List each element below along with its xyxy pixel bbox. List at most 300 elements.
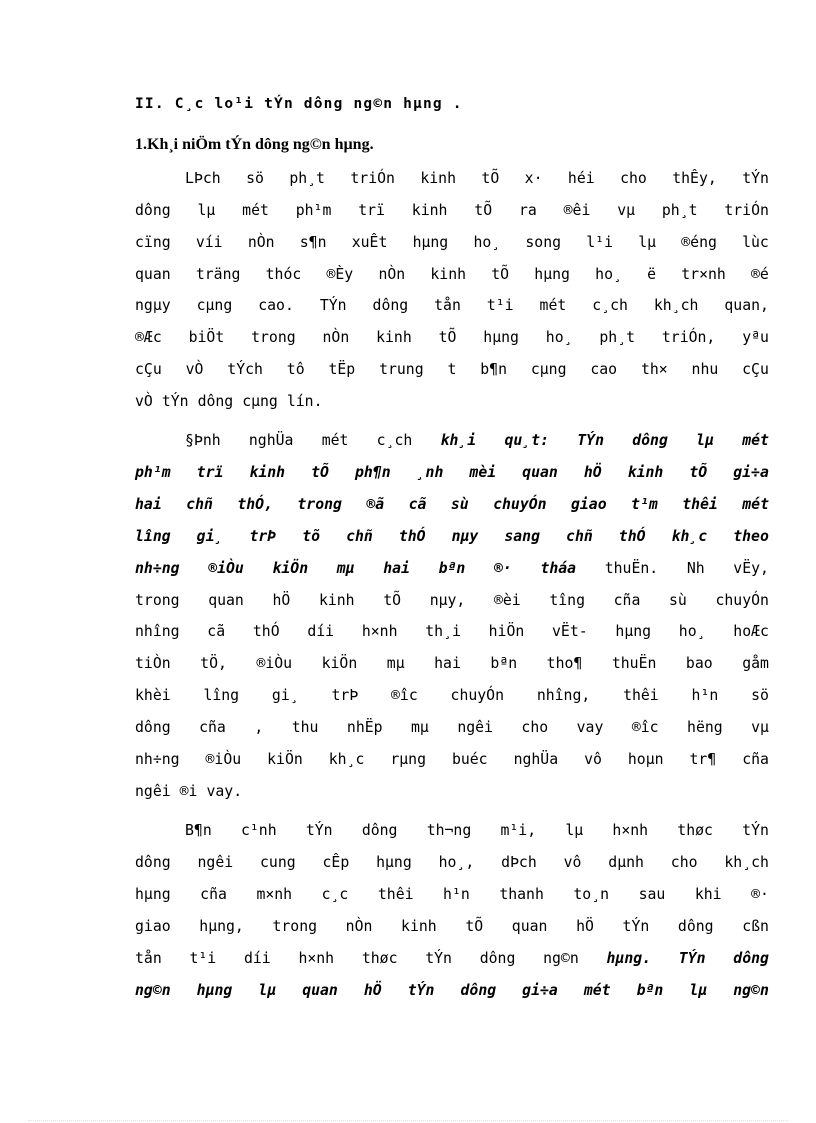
word: §Þnh: [185, 432, 221, 449]
word: ®îc: [391, 687, 418, 704]
word: quan,: [724, 297, 769, 314]
word: cã: [207, 623, 226, 640]
word: mét: [539, 297, 567, 314]
word: tÝn: [742, 170, 769, 187]
word: sang: [504, 528, 540, 545]
word: tÝn: [622, 918, 650, 935]
word: hai: [383, 560, 410, 577]
word: gåm: [742, 655, 769, 672]
word: yªu: [742, 329, 769, 346]
word: lµ: [565, 822, 584, 839]
word: sö: [246, 170, 264, 187]
word: ph¸t: [599, 329, 636, 346]
word: gi¸: [196, 528, 224, 545]
word: h×nh: [298, 950, 335, 967]
word: thøc: [677, 822, 713, 839]
word: trï: [196, 464, 224, 481]
word: kinh: [401, 918, 437, 935]
word: cña: [199, 719, 226, 736]
word: ®êi: [563, 202, 591, 219]
word: to¸n: [573, 886, 610, 903]
word: tÕ: [474, 202, 493, 219]
word: cµng: [196, 297, 233, 314]
word: ng©n: [135, 982, 171, 999]
word: h¹n: [443, 886, 470, 903]
word: dông: [479, 950, 516, 967]
word: víi: [195, 234, 223, 251]
word: cña: [200, 886, 227, 903]
word: thêi: [377, 886, 414, 903]
word: kh¸ch: [653, 297, 699, 314]
word: ®îc: [631, 719, 659, 736]
word: tån: [135, 950, 162, 967]
text-line: [135, 719, 769, 743]
word: chñ: [566, 528, 593, 545]
word: cña: [742, 751, 769, 768]
word: s¶n: [299, 234, 327, 251]
word: Nh: [686, 560, 705, 577]
word: khèi: [135, 687, 171, 704]
word: tÝn: [742, 822, 769, 839]
word: kiÖn: [267, 751, 303, 768]
word: cßn: [742, 918, 769, 935]
word: vËy,: [733, 560, 769, 577]
word: ®·: [751, 886, 769, 903]
text-line: [135, 783, 769, 807]
word: nÒn: [345, 918, 373, 935]
word: tÕ: [438, 329, 457, 346]
word: b¶n: [480, 361, 507, 378]
word: thÓ: [618, 528, 646, 545]
word: dông: [677, 918, 714, 935]
text-line: [135, 464, 769, 488]
word: dông: [197, 393, 234, 410]
word: triÓn: [724, 202, 769, 219]
word: song: [525, 234, 562, 251]
word: dông: [135, 719, 171, 736]
word: lîng: [135, 528, 171, 545]
word: ®i: [179, 783, 198, 800]
text-line: [135, 854, 769, 878]
word: cao.: [258, 297, 294, 314]
word: vô: [563, 854, 582, 871]
word: nµy: [451, 528, 479, 545]
word: hÖ: [576, 918, 594, 935]
word: trung: [379, 361, 424, 378]
word: thu: [291, 719, 319, 736]
word: nÒn: [247, 234, 275, 251]
word: vay.: [206, 783, 243, 800]
word: ë: [647, 266, 657, 283]
word: hµng: [376, 854, 412, 871]
word: dông: [372, 297, 409, 314]
word: cÇu: [742, 361, 769, 378]
word: vÒ: [185, 361, 204, 378]
word: dµnh: [608, 854, 644, 871]
text-line: [135, 496, 769, 520]
word: kinh: [411, 202, 448, 219]
word: qu¸t:: [504, 432, 549, 449]
word: vµ: [751, 719, 769, 736]
word: tr×nh: [681, 266, 726, 283]
word: kinh: [376, 329, 412, 346]
word: ng©n: [543, 950, 579, 967]
word: lµ: [638, 234, 657, 251]
text-line: [135, 655, 769, 679]
word: hÖ: [272, 592, 291, 609]
word: tån: [434, 297, 461, 314]
word: trong: [135, 592, 180, 609]
text-line: [135, 361, 769, 385]
word: tÝn: [407, 982, 435, 999]
word: hµng: [196, 982, 233, 999]
word: mµ: [386, 655, 405, 672]
word: tô: [286, 361, 305, 378]
word: l¹i: [586, 234, 613, 251]
text-line: [135, 528, 769, 552]
word: dông: [135, 202, 171, 219]
word: mét: [742, 496, 769, 513]
word: giao: [570, 496, 607, 513]
text-line: [135, 560, 769, 584]
text-line: [135, 202, 769, 226]
word: kiÖn: [321, 655, 358, 672]
word: ph¸t: [661, 202, 698, 219]
word: TÝn: [678, 950, 706, 967]
text-line: [135, 982, 769, 1006]
word: thuËn.: [604, 560, 659, 577]
word: thêi: [623, 687, 659, 704]
word: ®iÒu: [205, 751, 242, 768]
word: trÞ: [249, 528, 277, 545]
word: träng: [195, 266, 241, 283]
word: vay: [576, 719, 604, 736]
word: kinh: [430, 266, 467, 283]
word: nµy,: [429, 592, 466, 609]
word: mµ: [336, 560, 355, 577]
word: ngêi: [135, 783, 171, 800]
word: hai: [434, 655, 461, 672]
word: tháa: [540, 560, 577, 577]
word: vÒ: [135, 393, 153, 410]
text-line: [185, 432, 769, 456]
word: ph¹m: [295, 202, 332, 219]
text-line: [135, 687, 769, 711]
word: mét: [321, 432, 349, 449]
word: tÝn: [425, 950, 452, 967]
word: ngêi: [457, 719, 493, 736]
word: dông: [135, 854, 171, 871]
word: tÝn: [161, 393, 189, 410]
word: cao: [590, 361, 618, 378]
word: hiÖn: [488, 623, 525, 640]
word: trong: [251, 329, 296, 346]
word: trong: [272, 918, 318, 935]
word: vô: [584, 751, 602, 768]
word: bao: [685, 655, 713, 672]
word: ph¶n: [354, 464, 391, 481]
word: TÝn: [577, 432, 604, 449]
section-heading: II. C¸c lo¹i tÝn dông ng©n hµng .: [135, 96, 463, 112]
word: dông: [361, 822, 398, 839]
word: hÖ: [583, 464, 602, 481]
word: B¶n: [185, 822, 212, 839]
word: tÕ: [491, 266, 510, 283]
word: hµng.: [606, 950, 652, 967]
word: nhu: [691, 361, 719, 378]
word: dông: [733, 950, 769, 967]
word: sö: [751, 687, 769, 704]
word: tÕ: [689, 464, 708, 481]
word: m×nh: [256, 886, 293, 903]
word: héi: [567, 170, 595, 187]
word: quan: [511, 918, 548, 935]
word: tõ: [302, 528, 321, 545]
word: sau: [638, 886, 666, 903]
word: rµng: [390, 751, 426, 768]
word: sù: [669, 592, 687, 609]
word: th¬ng: [426, 822, 472, 839]
text-line: [135, 623, 769, 647]
word: cã: [408, 496, 427, 513]
word: ¸nh: [416, 464, 444, 481]
word: lµ: [258, 982, 277, 999]
word: nghÜa: [513, 751, 559, 768]
word: ngµy: [135, 297, 171, 314]
word: lµ: [696, 432, 714, 449]
word: h¹n: [691, 687, 719, 704]
word: thÓ: [252, 623, 280, 640]
word: tÕ: [383, 592, 402, 609]
word: th×: [640, 361, 668, 378]
word: trÞ: [331, 687, 359, 704]
word: nhËp: [346, 719, 383, 736]
word: ®iÒu: [256, 655, 293, 672]
word: kinh: [627, 464, 664, 481]
word: thÊy,: [672, 170, 717, 187]
word: sù: [450, 496, 469, 513]
word: t¹i: [486, 297, 514, 314]
word: trï: [358, 202, 385, 219]
word: c¸ch: [376, 432, 413, 449]
text-line: [135, 393, 769, 417]
word: nh÷ng: [135, 560, 180, 577]
word: t¹m: [631, 496, 658, 513]
word: ®·: [493, 560, 512, 577]
word: nhîng,: [536, 687, 591, 704]
word: chuyÓn: [715, 592, 769, 609]
word: TÝn: [319, 297, 347, 314]
word: kh¸i: [440, 432, 477, 449]
word: cÊp: [322, 854, 350, 871]
word: quan: [208, 592, 244, 609]
word: kiÖn: [272, 560, 309, 577]
word: quan: [522, 464, 558, 481]
word: t: [447, 361, 457, 378]
word: chñ: [346, 528, 373, 545]
word: ho¸: [678, 623, 706, 640]
text-line: [135, 234, 769, 258]
text-line: [135, 266, 769, 290]
word: thÓ: [398, 528, 426, 545]
word: biÖt: [188, 329, 225, 346]
text-line: [135, 918, 769, 942]
word: lµ: [689, 982, 708, 999]
page-bottom-border: [28, 1120, 788, 1121]
word: mét: [242, 202, 269, 219]
word: thÓ,: [237, 496, 273, 513]
word: dông: [460, 982, 497, 999]
word: dông: [632, 432, 668, 449]
word: cµng: [242, 393, 278, 410]
word: tîng: [549, 592, 585, 609]
word: kh¸c: [671, 528, 708, 545]
word: lín.: [286, 393, 323, 410]
word: kh¸ch: [724, 854, 769, 871]
word: kh¸c: [328, 751, 365, 768]
word: hµng: [135, 886, 171, 903]
word: c¸ch: [592, 297, 628, 314]
word: ngêi: [197, 854, 234, 871]
word: cho: [620, 170, 647, 187]
word: ho¸,: [438, 854, 475, 871]
word: tÕ: [311, 464, 329, 481]
word: cho: [670, 854, 698, 871]
word: tr¶: [689, 751, 717, 768]
word: nh÷ng: [135, 751, 180, 768]
section-subheading: 1.Kh¸i niÖm tÝn dông ng©n hµng.: [135, 136, 374, 153]
word: chuyÓn: [493, 496, 547, 513]
word: LÞch: [185, 170, 221, 187]
word: cho: [521, 719, 549, 736]
word: ®ã: [366, 496, 385, 513]
word: ®é: [751, 266, 769, 283]
word: bªn: [438, 560, 466, 577]
word: triÓn,: [661, 329, 716, 346]
word: ®Èy: [326, 266, 354, 283]
word: quan: [302, 982, 338, 999]
word: chñ: [186, 496, 213, 513]
word: ®Æc: [135, 329, 162, 346]
word: t¹i: [189, 950, 217, 967]
word: hëng: [687, 719, 723, 736]
word: dÞch: [501, 854, 537, 871]
text-line: [135, 751, 769, 775]
word: tÕ: [465, 918, 484, 935]
word: kinh: [249, 464, 286, 481]
text-line: [135, 329, 769, 353]
word: ng©n: [733, 982, 769, 999]
word: hµng,: [199, 918, 244, 935]
word: cña: [613, 592, 641, 609]
word: thanh: [499, 886, 544, 903]
word: thêi: [682, 496, 718, 513]
word: tiÒn: [135, 655, 171, 672]
word: tho¶: [546, 655, 583, 672]
word: c¹nh: [240, 822, 277, 839]
word: lùc: [742, 234, 769, 251]
word: thøc: [361, 950, 398, 967]
word: ®èi: [493, 592, 521, 609]
text-line: [135, 592, 769, 616]
word: x·: [524, 170, 543, 187]
word: trong: [297, 496, 342, 513]
word: hÖ: [363, 982, 382, 999]
word: bªn: [636, 982, 664, 999]
word: ,: [254, 719, 264, 736]
word: cung: [260, 854, 296, 871]
word: m¹i,: [500, 822, 537, 839]
word: buéc: [451, 751, 488, 768]
word: theo: [733, 528, 769, 545]
word: tÝn: [305, 822, 333, 839]
text-line: [185, 170, 769, 194]
word: hµng: [615, 623, 652, 640]
word: tÖ,: [200, 655, 227, 672]
word: th¸i: [425, 623, 461, 640]
word: mét: [742, 432, 769, 449]
word: nhîng: [135, 623, 180, 640]
word: mµ: [411, 719, 429, 736]
word: thóc: [265, 266, 302, 283]
text-line: [135, 950, 769, 974]
word: nghÜa: [248, 432, 294, 449]
word: cÇu: [135, 361, 162, 378]
word: kinh: [420, 170, 456, 187]
word: kinh: [318, 592, 355, 609]
word: ph¹m: [135, 464, 171, 481]
word: chuyÓn: [450, 687, 504, 704]
word: nÒn: [378, 266, 406, 283]
word: hµng: [534, 266, 570, 283]
word: tËp: [328, 361, 356, 378]
word: khi: [694, 886, 722, 903]
word: ho¸: [595, 266, 622, 283]
word: giao: [135, 918, 171, 935]
word: vµ: [617, 202, 636, 219]
word: gi÷a: [733, 464, 769, 481]
text-line: [185, 822, 769, 846]
word: hoµn: [627, 751, 664, 768]
word: c¸c: [321, 886, 349, 903]
word: triÓn: [350, 170, 395, 187]
text-line: [135, 886, 769, 910]
word: ho¸: [473, 234, 501, 251]
word: bªn: [490, 655, 518, 672]
word: ho¸: [545, 329, 573, 346]
word: gi¸: [271, 687, 299, 704]
word: cµng: [530, 361, 567, 378]
word: ph¸t: [289, 170, 325, 187]
word: ®éng: [681, 234, 717, 251]
word: mét: [583, 982, 611, 999]
word: hai: [135, 496, 162, 513]
word: cïng: [135, 234, 171, 251]
word: quan: [135, 266, 171, 283]
word: ra: [518, 202, 537, 219]
word: tÝch: [227, 361, 263, 378]
word: thuËn: [611, 655, 657, 672]
word: tÕ: [481, 170, 500, 187]
word: hoÆc: [733, 623, 769, 640]
text-line: [135, 297, 769, 321]
word: nÒn: [322, 329, 350, 346]
word: lîng: [203, 687, 240, 704]
word: h×nh: [361, 623, 398, 640]
word: lµ: [197, 202, 216, 219]
word: ®iÒu: [208, 560, 244, 577]
word: mèi: [469, 464, 497, 481]
